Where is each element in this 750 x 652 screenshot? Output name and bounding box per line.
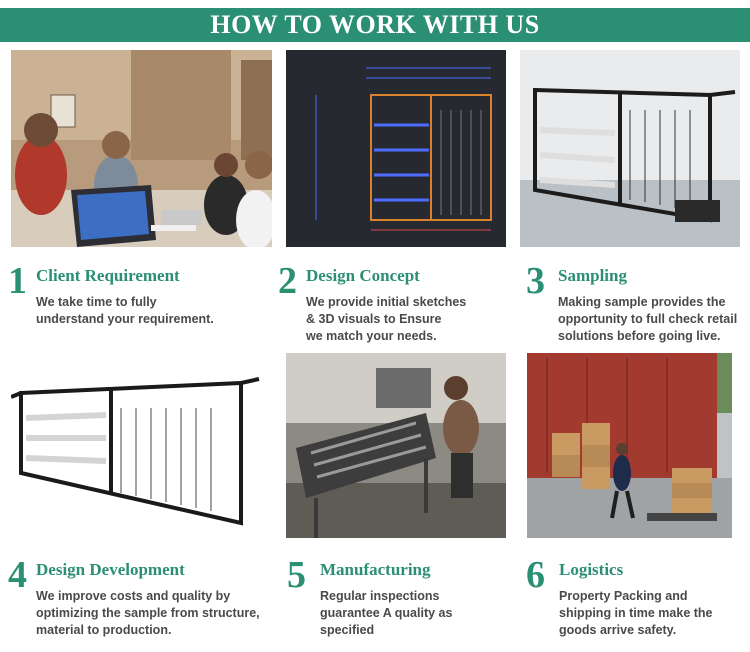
photo-sample-rack xyxy=(520,50,740,247)
step-number: 1 xyxy=(8,260,27,302)
step-number: 2 xyxy=(278,260,297,302)
step-title: Logistics xyxy=(559,560,624,579)
page-title: HOW TO WORK WITH US xyxy=(210,10,540,39)
step-number: 4 xyxy=(8,554,27,596)
step-title: Manufacturing xyxy=(320,560,431,579)
step-title: Sampling xyxy=(558,266,627,285)
step-description: We improve costs and quality by optimizing the sample from structure, material to production. xyxy=(36,589,260,637)
step-description: We provide initial sketches & 3D visuals to Ensure we match your needs. xyxy=(306,295,467,343)
step-number: 6 xyxy=(526,554,545,596)
step-description: Property Packing and shipping in time make the goods arrive safety. xyxy=(559,589,713,637)
page-banner xyxy=(0,8,750,42)
step-title: Design Concept xyxy=(306,266,420,285)
step-description: We take time to fully understand your requirement. xyxy=(36,295,214,326)
step-title: Design Development xyxy=(36,560,185,579)
photo-logistics xyxy=(527,353,732,538)
photo-design-render xyxy=(11,353,261,538)
step-number: 3 xyxy=(526,260,545,302)
photo-cad-drawing xyxy=(286,50,506,247)
photo-manufacturing xyxy=(286,353,506,538)
photo-client-meeting xyxy=(11,50,272,247)
step-title: Client Requirement xyxy=(36,266,180,285)
step-number: 5 xyxy=(287,554,306,596)
step-description: Regular inspections guarantee A quality as specified xyxy=(320,589,453,637)
step-description: Making sample provides the opportunity to full check retail solutions before going live. xyxy=(558,295,738,343)
